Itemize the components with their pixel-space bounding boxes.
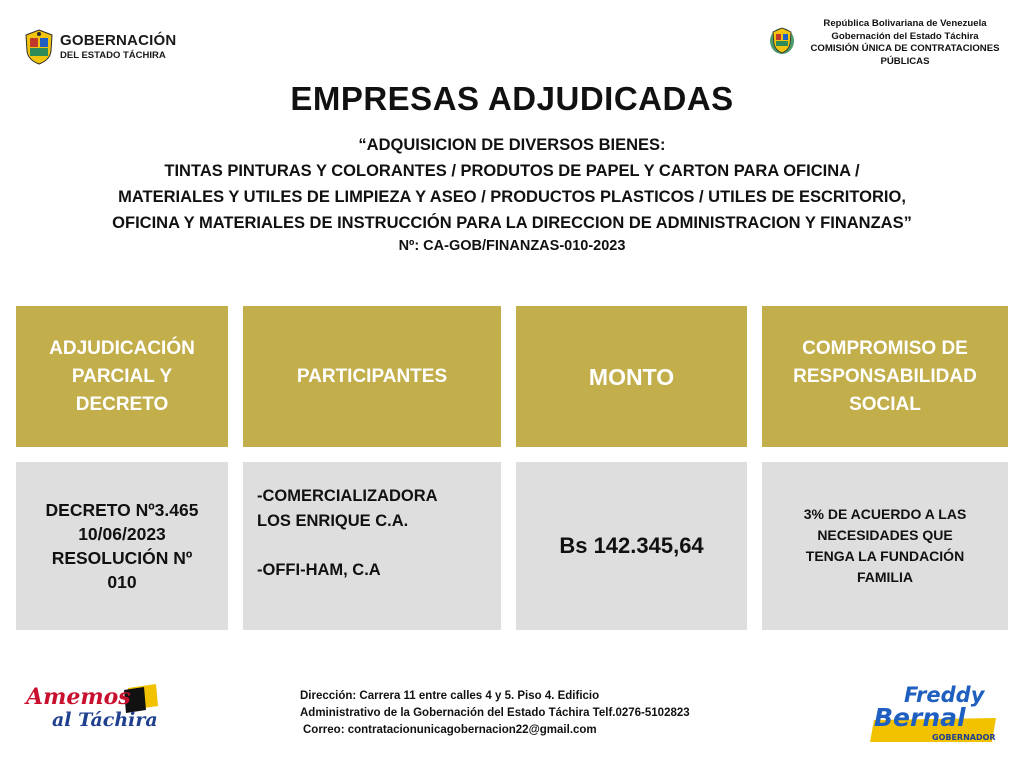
cell-participants	[243, 462, 501, 630]
governor-name2: Bernal	[874, 703, 966, 732]
header-label: PARCIAL Y	[71, 365, 173, 387]
header-label: COMPROMISO DE	[802, 337, 968, 359]
logo-subtitle: DEL ESTADO TÁCHIRA	[60, 50, 166, 62]
header-label: ADJUDICACIÓN	[49, 337, 195, 359]
procurement-description	[0, 132, 1024, 236]
description-line: MATERIALES Y UTILES DE LIMPIEZA Y ASEO / PRODUCTOS PLASTICOS / UTILES DE ESCRITORIO,	[118, 188, 906, 206]
comision-header	[768, 18, 1013, 74]
header-country: República Bolivariana de Venezuela	[823, 18, 987, 29]
contact-email: Correo: contratacionunicagobernacion22@gmail.com	[303, 724, 597, 736]
header-participants: PARTICIPANTES	[243, 306, 501, 447]
decree-number: DECRETO Nº3.465	[45, 500, 199, 520]
governor-role: GOBERNADOR	[932, 733, 996, 742]
social-line: FAMILIA	[856, 569, 913, 585]
social-line: TENGA LA FUNDACIÓN	[805, 548, 965, 564]
header-commission: COMISIÓN ÚNICA DE CONTRATACIONES	[810, 43, 1000, 54]
participant-2: -OFFI-HAM, C.A	[257, 561, 381, 579]
social-line: NECESIDADES QUE	[817, 527, 953, 543]
header-label: SOCIAL	[849, 393, 921, 415]
page-title: EMPRESAS ADJUDICADAS	[290, 80, 734, 117]
coat-of-arms-icon	[24, 29, 54, 65]
social-line: 3% DE ACUERDO A LAS	[803, 506, 967, 522]
gobernacion-logo	[24, 26, 194, 68]
address-line: Administrativo de la Gobernación del Estado Táchira Telf.0276-5102823	[300, 707, 690, 719]
logo-title: GOBERNACIÓN	[60, 32, 177, 50]
header-social-responsibility	[762, 306, 1008, 447]
header-government: Gobernación del Estado Táchira	[831, 30, 979, 42]
slogan-line1: Amemos	[26, 684, 131, 710]
description-line: TINTAS PINTURAS Y COLORANTES / PRODUTOS DE PAPEL Y CARTON PARA OFICINA /	[164, 162, 860, 180]
header-award-decree	[16, 306, 228, 447]
participant-1-cont: LOS ENRIQUE C.A.	[257, 512, 409, 530]
resolution-number: 010	[107, 572, 137, 592]
slogan-line2: al Táchira	[52, 709, 158, 731]
description-line: OFICINA Y MATERIALES DE INSTRUCCIÓN PARA LA DIRECCION DE ADMINISTRACION Y FINANZAS”	[112, 214, 912, 232]
amemos-tachira-logo	[24, 680, 164, 732]
participant-1: -COMERCIALIZADORA	[257, 487, 438, 505]
header-label: RESPONSABILIDAD	[793, 365, 977, 387]
contact-address	[300, 688, 690, 739]
cell-social-responsibility	[762, 462, 1008, 630]
freddy-bernal-logo	[866, 680, 1000, 744]
header-commission-cont: PÚBLICAS	[880, 55, 930, 67]
cell-amount: Bs 142.345,64	[516, 462, 747, 630]
resolution-label: RESOLUCIÓN Nº	[51, 548, 193, 568]
description-line: “ADQUISICION DE DIVERSOS BIENES:	[358, 136, 666, 154]
coat-of-arms-icon	[768, 24, 796, 56]
procurement-number: Nº: CA-GOB/FINANZAS-010-2023	[398, 238, 626, 254]
cell-decree	[16, 462, 228, 630]
decree-date: 10/06/2023	[78, 524, 166, 544]
header-amount: MONTO	[516, 306, 747, 447]
header-label: DECRETO	[75, 393, 169, 415]
address-line: Dirección: Carrera 11 entre calles 4 y 5. Piso 4. Edificio	[300, 690, 600, 702]
governor-name1: Freddy	[904, 683, 985, 707]
